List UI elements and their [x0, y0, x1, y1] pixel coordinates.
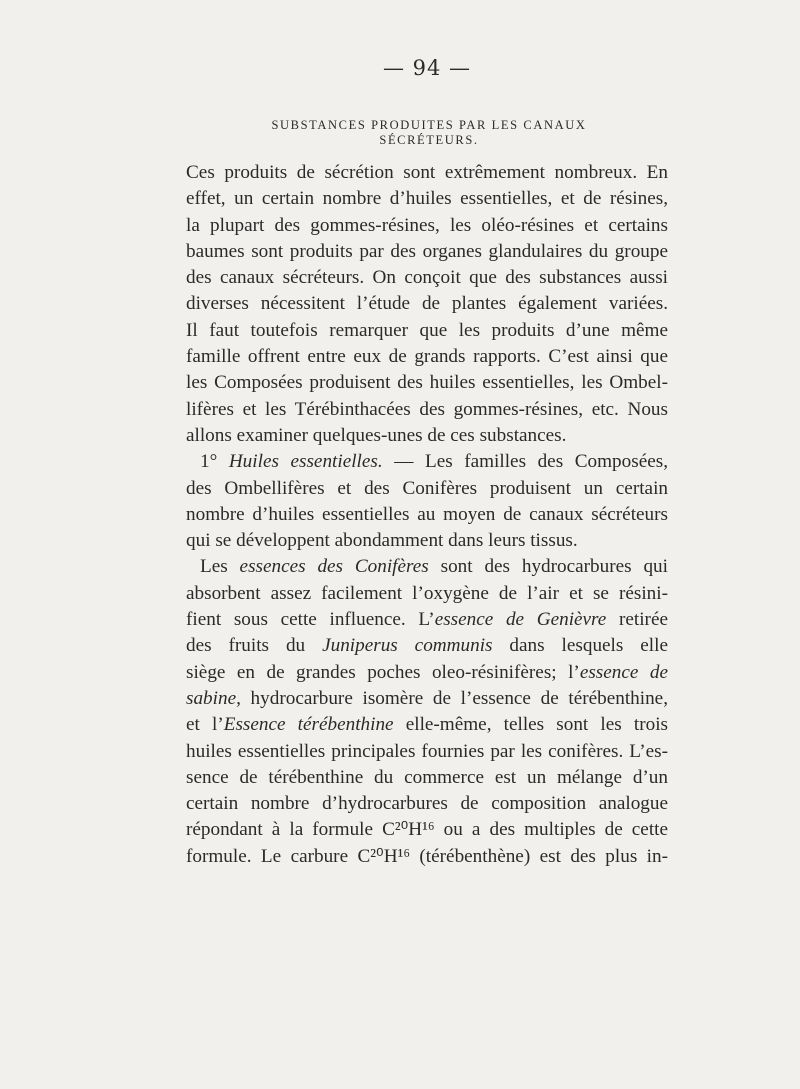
text-segment: huiles essentielles principales fournies par les conifères. L’es-	[186, 740, 668, 762]
text-segment: certain nombre d’hydrocarbures de composition analogue	[186, 793, 668, 815]
text-line	[186, 291, 668, 317]
text-line	[186, 397, 668, 423]
text-line	[186, 476, 668, 502]
text-segment: formule. Le carbure C²⁰H¹⁶ (térébenthène) est des plus in-	[186, 845, 668, 867]
text-line	[186, 765, 668, 791]
text-segment: famille offrent entre eux de grands rapports. C’est ainsi que	[186, 346, 668, 368]
text-line	[186, 344, 668, 370]
text-line	[186, 370, 668, 396]
text-line	[186, 239, 668, 265]
text-segment: 1°	[200, 451, 229, 473]
text-segment: siège en de grandes poches oleo-résinifères; l’	[186, 661, 580, 683]
italic-text: Juniperus communis	[322, 635, 493, 657]
body-text	[186, 160, 668, 870]
text-line	[186, 213, 668, 239]
text-segment: des canaux sécréteurs. On conçoit que des substances aussi	[186, 267, 668, 289]
text-segment: des Ombellifères et des Conifères produisent un certain	[186, 477, 668, 499]
text-segment: fient sous cette influence. L’	[186, 609, 435, 631]
italic-text: essences des Conifères	[239, 556, 429, 578]
text-line	[186, 633, 668, 659]
italic-text: essence de Genièvre	[434, 609, 607, 631]
text-segment: elle-même, telles sont les trois	[393, 714, 668, 736]
italic-text: Essence térébenthine	[223, 714, 394, 736]
text-segment: effet, un certain nombre d’huiles essentielles, et de résines,	[186, 188, 668, 210]
text-line	[186, 502, 668, 528]
running-head: SUBSTANCES PRODUITES PAR LES CANAUX SÉCRÉTEURS.	[271, 118, 587, 147]
text-segment: absorbent assez facilement l’oxygène de l’air et se résini-	[186, 582, 668, 604]
text-segment: les Composées produisent des huiles essentielles, les Ombel-	[186, 372, 668, 394]
text-segment: répondant à la formule C²⁰H¹⁶ ou a des multiples de cette	[186, 819, 668, 841]
text-line	[186, 186, 668, 212]
text-segment: baumes sont produits par des organes glandulaires du groupe	[186, 240, 668, 262]
italic-text: essence de	[579, 661, 668, 683]
text-line	[186, 712, 668, 738]
text-segment: nombre d’huiles essentielles au moyen de canaux sécréteurs	[186, 503, 668, 525]
text-segment: Il faut toutefois remarquer que les produits d’une même	[186, 319, 668, 341]
text-line	[186, 817, 668, 843]
text-line	[186, 581, 668, 607]
text-segment: sence de térébenthine du commerce est un mélange d’un	[186, 766, 668, 788]
text-segment: hydrocarbure isomère de l’essence de térébenthine,	[240, 687, 668, 709]
italic-text: Huiles essentielles.	[228, 451, 383, 473]
text-segment: et l’	[186, 714, 224, 736]
text-segment: des fruits du	[186, 635, 323, 657]
page-number: — 94 —	[382, 56, 472, 80]
text-segment: — Les familles des Composées,	[382, 451, 668, 473]
text-segment: la plupart des gommes-résines, les oléo-résines et certains	[186, 214, 668, 236]
text-segment: sont des hydrocarbures qui	[428, 556, 668, 578]
text-line	[186, 318, 668, 344]
text-line	[186, 528, 668, 554]
text-line	[186, 423, 668, 449]
text-line	[186, 791, 668, 817]
text-segment: dans lesquels elle	[492, 635, 668, 657]
text-segment: Ces produits de sécrétion sont extrêmement nombreux. En	[186, 162, 668, 183]
italic-text: sabine,	[186, 687, 241, 709]
text-segment: Les	[200, 556, 240, 578]
text-segment: qui se développent abondamment dans leurs tissus.	[186, 530, 578, 552]
text-segment: allons examiner quelques-unes de ces substances.	[186, 424, 567, 446]
text-line	[186, 686, 668, 712]
text-line	[186, 607, 668, 633]
text-line	[186, 449, 668, 475]
text-segment: diverses nécessitent l’étude de plantes également variées.	[186, 293, 668, 315]
text-line	[186, 160, 668, 186]
text-line	[186, 660, 668, 686]
text-line	[186, 844, 668, 870]
text-line	[186, 554, 668, 580]
text-segment: lifères et les Térébinthacées des gommes-résines, etc. Nous	[186, 398, 668, 420]
text-line	[186, 265, 668, 291]
text-line	[186, 739, 668, 765]
text-segment: retirée	[606, 609, 668, 631]
